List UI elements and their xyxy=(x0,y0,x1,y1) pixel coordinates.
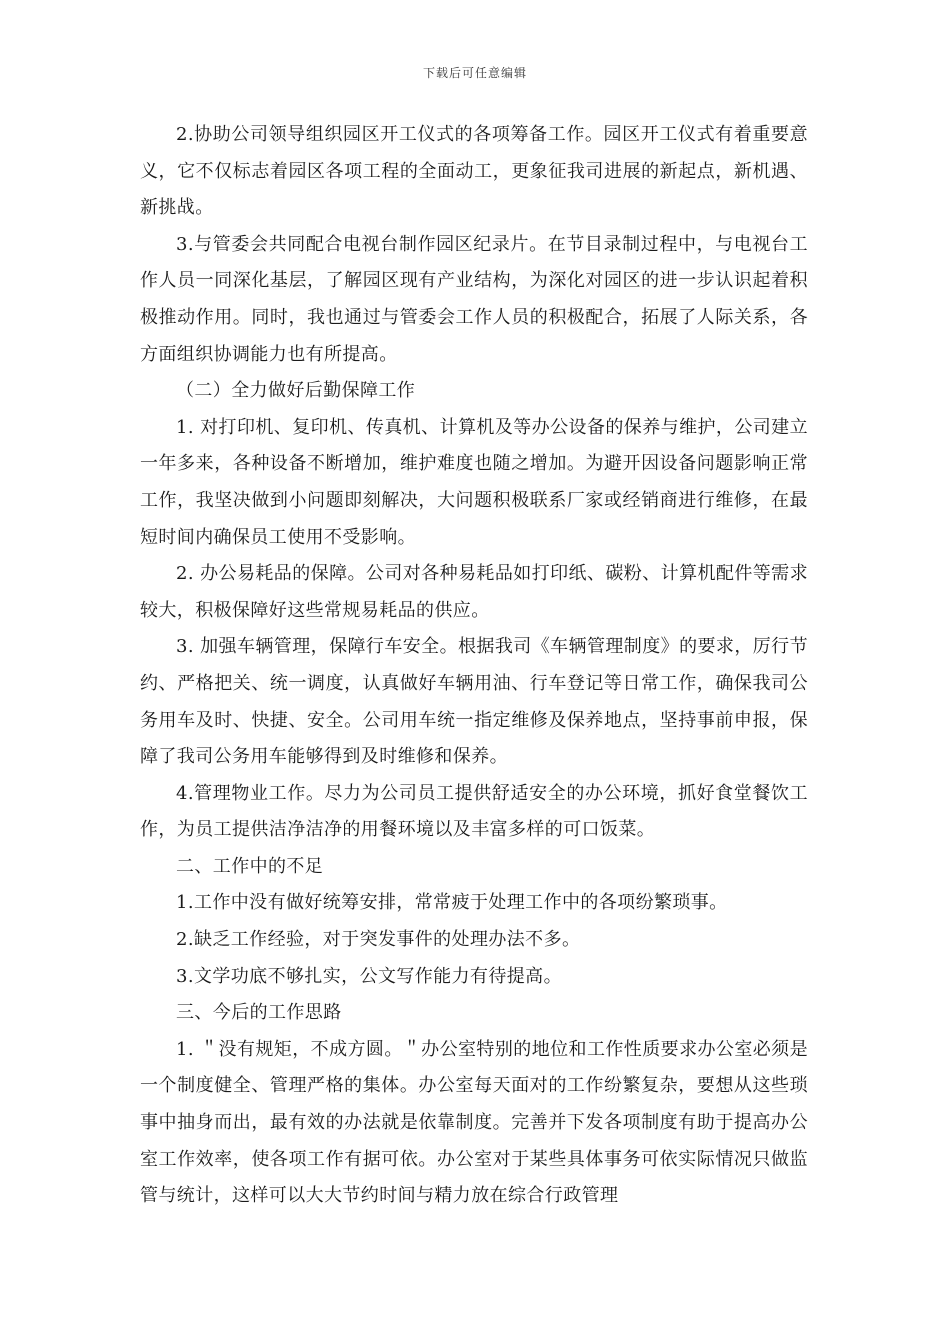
section-heading-future-plans: 三、今后的工作思路 xyxy=(176,1002,342,1024)
paragraph-property-management: 4.管理物业工作。尽力为公司员工提供舒适安全的办公环境，抓好食堂餐饮工作，为员工提供洁净洁净的用餐环境以及丰富多样的可口饭菜。 xyxy=(140,782,808,841)
paragraph-opening-ceremony: 2.协助公司领导组织园区开工仪式的各项筹备工作。园区开工仪式有着重要意义，它不仅标志着园区各项工程的全面动工，更象征我司进展的新起点，新机遇、新挑战。 xyxy=(140,124,808,219)
section-heading-logistics: （二）全力做好后勤保障工作 xyxy=(176,380,416,402)
paragraph-rules-and-systems: 1. ＂没有规矩，不成方圆。＂办公室特别的地位和工作性质要求办公室必须是一个制度健全、管理严格的集体。办公室每天面对的工作纷繁复杂，要想从这些琐事中抽身而出，最有效的办法就是依靠制度。完善并下发各项制度有助于提高办公室工作效率，使各项工作有据可依。办公室对于某些具体事务可依实际情况只做监管与统计，这样可以大大节约时间与精力放在综合行政管理 xyxy=(140,1038,808,1207)
paragraph-office-equipment: 1. 对打印机、复印机、传真机、计算机及等办公设备的保养与维护，公司建立一年多来，各种设备不断增加，维护难度也随之增加。为避开因设备问题影响正常工作，我坚决做到小问题即刻解决，大问题积极联系厂家或经销商进行维修，在最短时间内确保员工使用不受影响。 xyxy=(140,416,808,548)
paragraph-documentary: 3.与管委会共同配合电视台制作园区纪录片。在节目录制过程中，与电视台工作人员一同深化基层，了解园区现有产业结构，为深化对园区的进一步认识起着积极推动作用。同时，我也通过与管委会工作人员的积极配合，拓展了人际关系，各方面组织协调能力也有所提高。 xyxy=(140,233,808,365)
list-item-shortcoming-2: 2.缺乏工作经验，对于突发事件的处理办法不多。 xyxy=(176,929,581,951)
paragraph-consumables: 2. 办公易耗品的保障。公司对各种易耗品如打印纸、碳粉、计算机配件等需求较大，积极保障好这些常规易耗品的供应。 xyxy=(140,563,808,621)
section-heading-shortcomings: 二、工作中的不足 xyxy=(176,855,324,877)
header-note: 下载后可任意编辑 xyxy=(422,66,527,80)
list-item-shortcoming-1: 1.工作中没有做好统筹安排，常常疲于处理工作中的各项纷繁琐事。 xyxy=(176,892,728,914)
document-body xyxy=(140,117,808,1215)
list-item-shortcoming-3: 3.文学功底不够扎实，公文写作能力有待提高。 xyxy=(176,965,562,987)
paragraph-vehicle-management: 3. 加强车辆管理，保障行车安全。根据我司《车辆管理制度》的要求，厉行节约、严格把关、统一调度，认真做好车辆用油、行车登记等日常工作，确保我司公务用车及时、快捷、安全。公司用车统一指定维修及保养地点，坚持事前申报，保障了我司公务用车能够得到及时维修和保养。 xyxy=(140,636,808,768)
